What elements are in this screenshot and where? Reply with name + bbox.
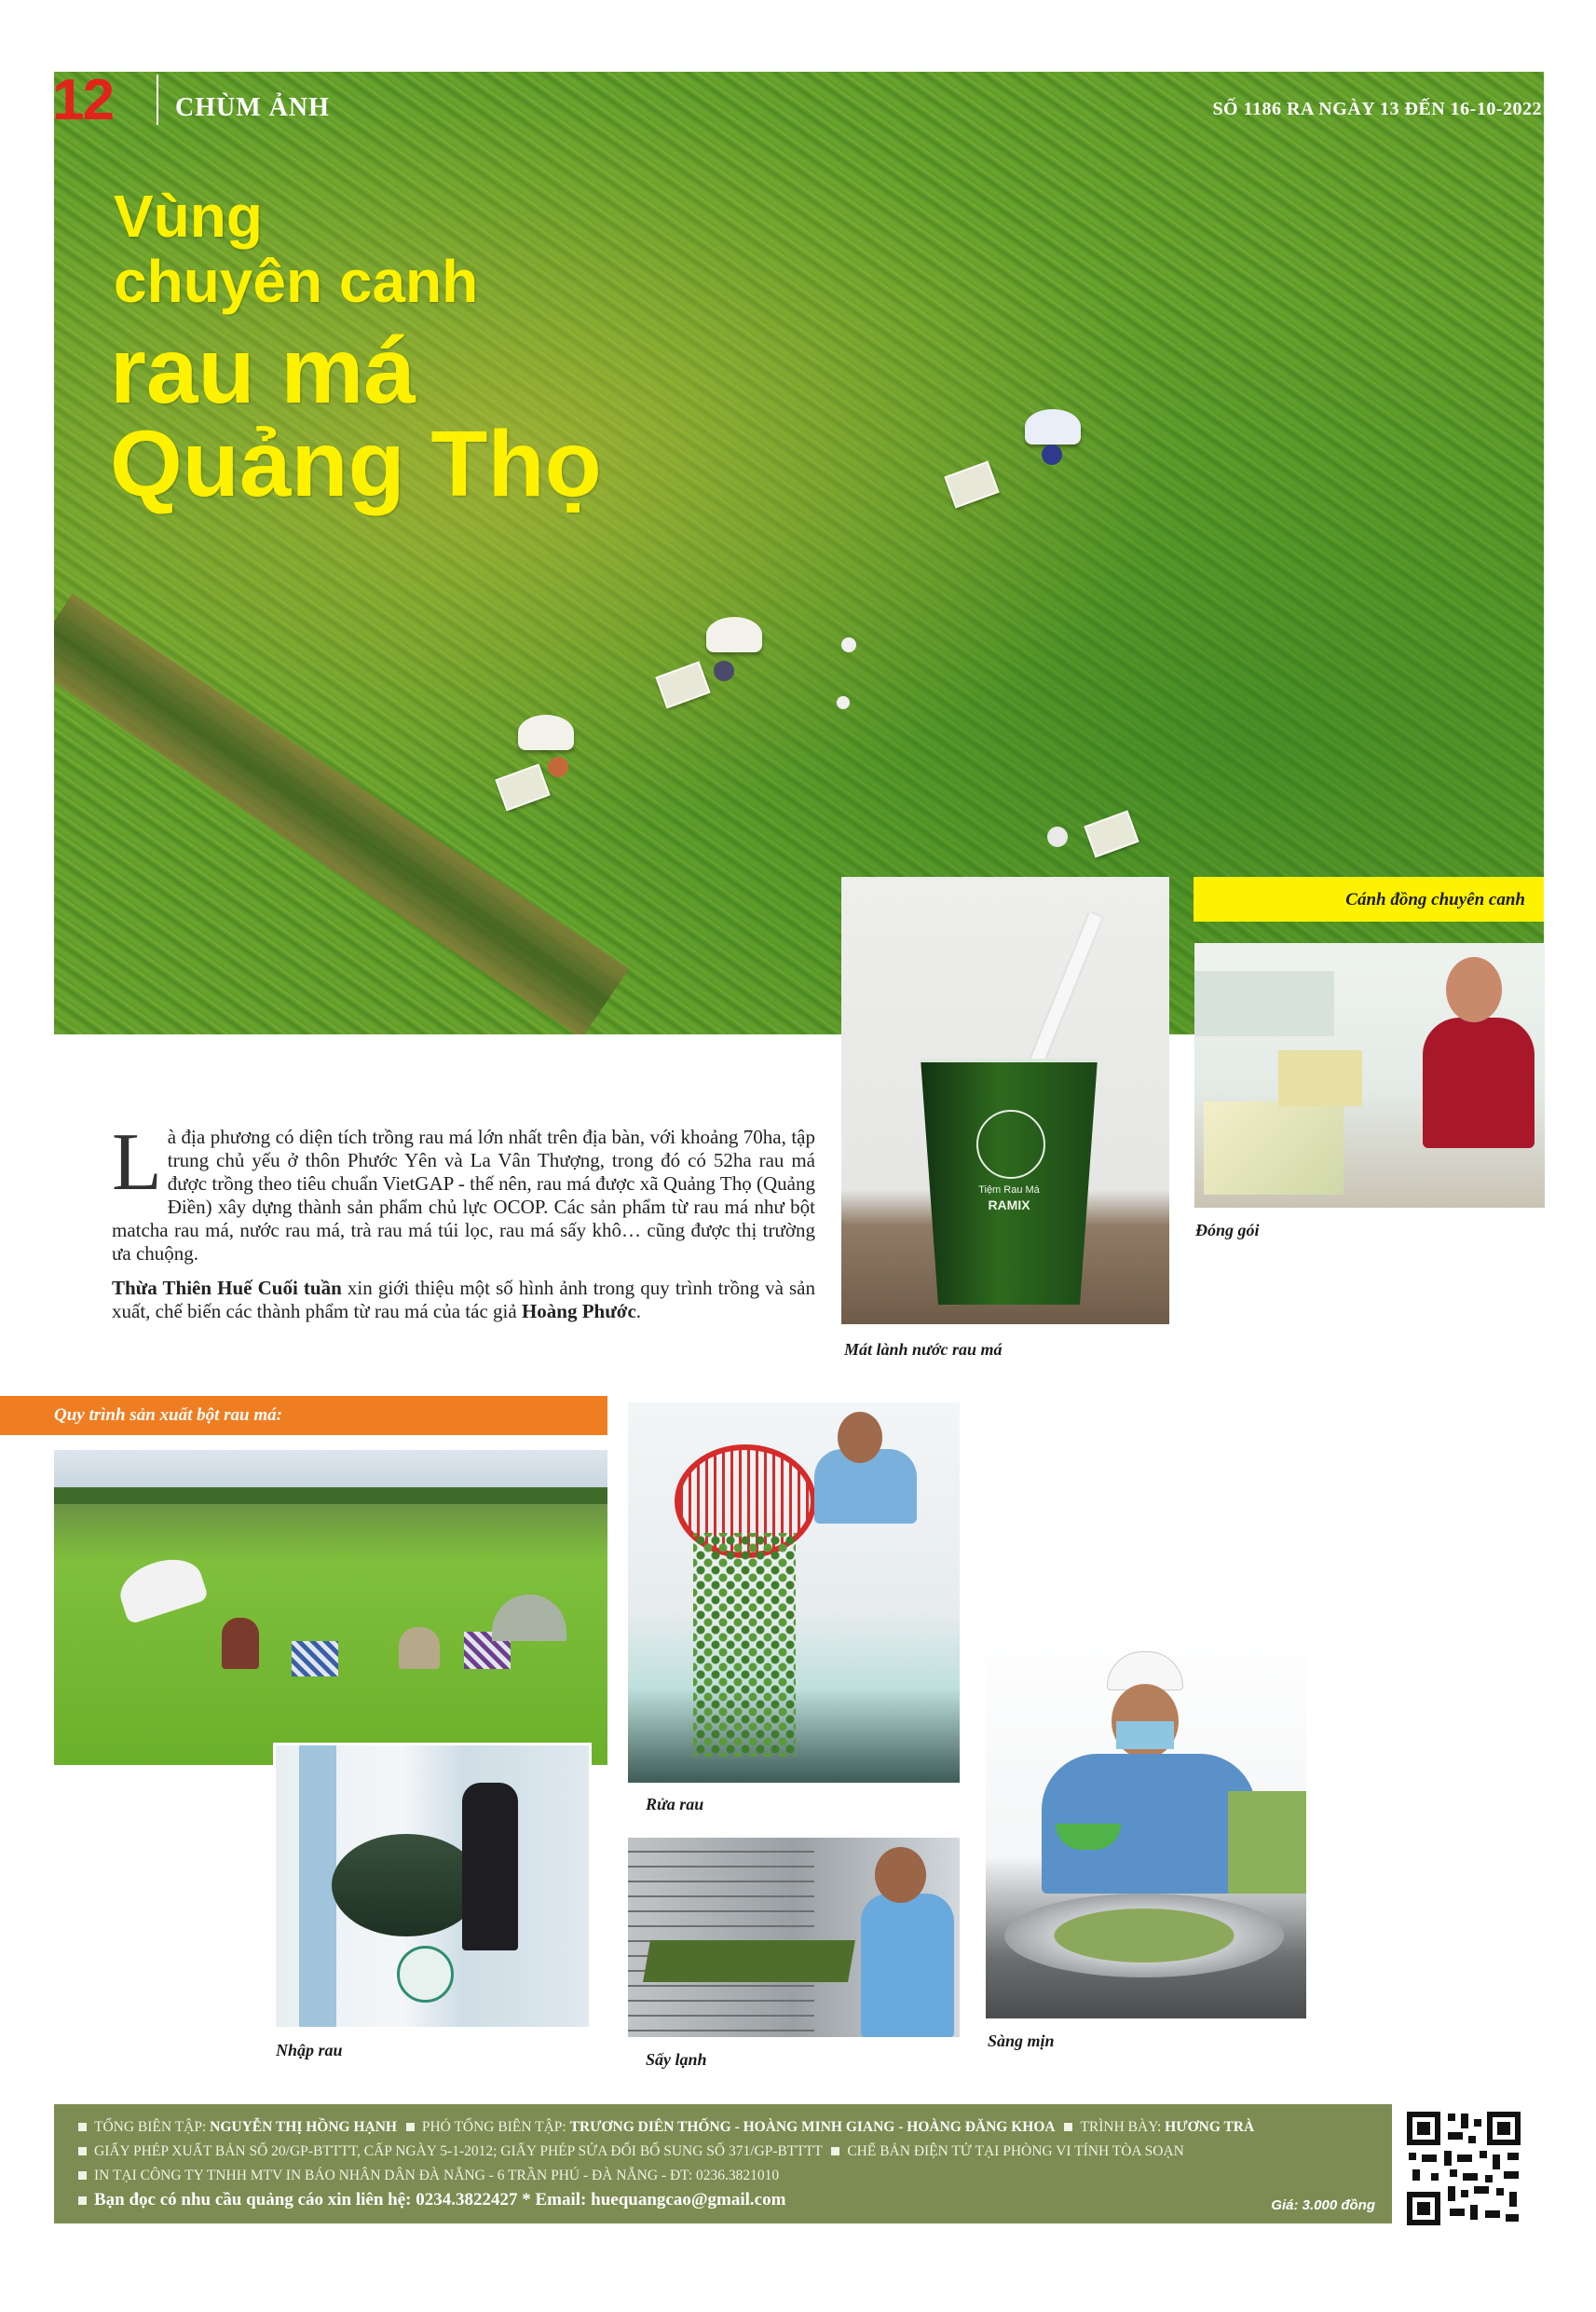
scale: [397, 1946, 454, 2003]
bullet-icon: [78, 2171, 87, 2180]
rack-lines: [628, 1838, 814, 2037]
tray-4: [1084, 811, 1139, 858]
tray-2: [655, 662, 710, 709]
article-para-1: [112, 1117, 815, 1265]
page-number: 12: [52, 68, 113, 132]
sack: [332, 1834, 481, 1936]
white-umbrella: [114, 1550, 210, 1624]
worker-4: [1047, 827, 1068, 847]
article-para-2-mid: xin giới thiệu một số hình ảnh trong quy trình trồng và sản xuất, chế biến các thành phẩm từ rau má của tác giả: [112, 1277, 815, 1322]
boy-head: [875, 1847, 926, 1903]
cup-logo: [976, 1110, 1045, 1179]
packing-photo: [1194, 943, 1545, 1208]
article-para-1-text: à địa phương có diện tích trồng rau má lớn nhất trên địa bàn, với khoảng 70ha, tập trung chủ yếu ở thôn Phước Yên và La Vân Thượng, trong đó có 52ha rau má được trồng theo tiêu chuẩn VietGAP - thế nên, rau má được xã Quảng Thọ (Quảng Điền) xây dựng thành sản phẩm chủ lực OCOP. Các sản phẩm từ rau má như bột matcha rau má, nước rau má, trà rau má túi lọc, rau má sấy khô… cũng được thị trường ưa chuộng.: [112, 1126, 815, 1265]
drink-photo: [841, 877, 1169, 1324]
footer-typesetting: CHẾ BẢN ĐIỆN TỬ TẠI PHÒNG VI TÍNH TÒA SOẠN: [847, 2143, 1184, 2159]
door-frame: [299, 1745, 336, 2027]
footer-chief-label: TỔNG BIÊN TẬP:: [94, 2119, 211, 2135]
worker-head-2: [838, 1412, 882, 1463]
title-line-1: Vùng: [114, 183, 263, 250]
worker-1: [1042, 445, 1062, 465]
umbrella-3: [518, 715, 574, 750]
bullet-icon: [1064, 2123, 1072, 2131]
washing-photo: [628, 1402, 960, 1783]
bullet-icon: [78, 2196, 87, 2205]
drying-photo: [628, 1838, 960, 2037]
shelf: [1194, 971, 1334, 1036]
cup: [921, 1059, 1098, 1305]
tray-3: [495, 764, 550, 812]
footer-license: GIẤY PHÉP XUẤT BẢN SỐ 20/GP-BTTTT, CẤP NGÀY 5-1-2012; GIẤY PHÉP SỬA ĐỔI BỔ SUNG SỐ 371/GP-BTTTT: [94, 2143, 823, 2159]
field-caption-box: [1194, 877, 1544, 922]
tent: [492, 1594, 566, 1641]
washing-caption: Rửa rau: [646, 1795, 704, 1813]
drying-caption: Sấy lạnh: [646, 2050, 707, 2069]
article-publication: Thừa Thiên Huế Cuối tuần: [112, 1277, 342, 1299]
footer-deputy-label: PHÓ TỔNG BIÊN TẬP:: [421, 2119, 570, 2135]
footer-deputy: TRƯƠNG DIÊN THỐNG - HOÀNG MINH GIANG - HOÀNG ĐĂNG KHOA: [569, 2119, 1056, 2135]
intake-caption: Nhập rau: [276, 2041, 343, 2059]
cup-label-1: Tiệm Rau Má: [978, 1184, 1040, 1196]
masthead-footer: [54, 2104, 1392, 2223]
bullet-icon: [78, 2123, 87, 2131]
cup-label-2: RAMIX: [988, 1197, 1030, 1212]
footer-line-1: [78, 2119, 1254, 2136]
basket: [292, 1641, 338, 1676]
article-para-2: [112, 1277, 815, 1323]
sifting-caption: Sàng mịn: [988, 2032, 1055, 2050]
packing-caption: Đóng gói: [1195, 1221, 1260, 1239]
field-caption: Cánh đồng chuyên canh: [1345, 890, 1525, 910]
process-heading-bar: [0, 1396, 607, 1435]
steel-bowl: [1004, 1894, 1284, 1977]
qr-code-icon[interactable]: [1403, 2108, 1524, 2229]
intake-photo: [273, 1743, 592, 2030]
article-body: [112, 1117, 815, 1334]
price: Giá: 3.000 đồng: [1271, 2197, 1375, 2213]
bucket-2: [837, 696, 850, 709]
worker-3: [548, 757, 568, 777]
footer-chief: NGUYỄN THỊ HỒNG HẠNH: [210, 2119, 397, 2135]
drop-cap: L: [112, 1117, 162, 1208]
bullet-icon: [406, 2123, 415, 2131]
man: [462, 1783, 518, 1950]
falling-greens: [693, 1533, 796, 1757]
field-workers-photo: [54, 1450, 607, 1765]
title-line-4: Quảng Thọ: [110, 412, 602, 516]
farmer-1: [222, 1618, 259, 1669]
worker-woman: [1423, 1018, 1535, 1148]
footer-line-4: [78, 2190, 785, 2210]
section-label: CHÙM ẢNH: [175, 93, 330, 122]
footer-ads: Bạn đọc có nhu cầu quảng cáo xin liên hệ: 0234.3822427 * Email: huequangcao@gmail.com: [94, 2190, 786, 2209]
footer-line-3: [78, 2168, 779, 2184]
farmer-2: [399, 1627, 440, 1669]
tree-line: [54, 1487, 607, 1504]
umbrella-2: [706, 617, 762, 652]
boxes: [1204, 1101, 1344, 1195]
process-heading: Quy trình sản xuất bột rau má:: [54, 1405, 282, 1425]
tray-1: [944, 461, 999, 509]
mask: [1116, 1721, 1174, 1749]
worker-head: [1446, 957, 1502, 1022]
bullet-icon: [78, 2147, 87, 2155]
footer-layout-label: TRÌNH BÀY:: [1080, 2119, 1166, 2135]
footer-printer: IN TẠI CÔNG TY TNHH MTV IN BÁO NHÂN DÂN ĐÀ NẴNG - 6 TRẦN PHÚ - ĐÀ NẴNG - ĐT: 0236.3821010: [94, 2168, 780, 2183]
drink-caption: Mát lành nước rau má: [844, 1340, 1003, 1359]
title-line-3: rau má: [110, 319, 416, 423]
umbrella-1: [1025, 409, 1081, 445]
footer-layout: HƯƠNG TRÀ: [1165, 2119, 1255, 2135]
boxes-2: [1278, 1050, 1362, 1106]
tray-greens: [643, 1940, 855, 1982]
bucket-1: [841, 637, 856, 652]
boy: [861, 1894, 954, 2037]
title-line-2: chuyên canh: [114, 248, 479, 315]
bullet-icon: [831, 2147, 839, 2155]
footer-line-2: [78, 2143, 1184, 2160]
article-author: Hoàng Phước: [521, 1300, 636, 1322]
header-divider: [157, 75, 158, 125]
worker-2: [714, 661, 734, 681]
issue-info: SỐ 1186 RA NGÀY 13 ĐẾN 16-10-2022: [1212, 99, 1542, 119]
article-para-2-end: .: [635, 1300, 642, 1322]
irrigation-ditch: [54, 594, 629, 1034]
powder-bag: [1228, 1791, 1306, 1894]
sifting-photo: [986, 1614, 1306, 2018]
